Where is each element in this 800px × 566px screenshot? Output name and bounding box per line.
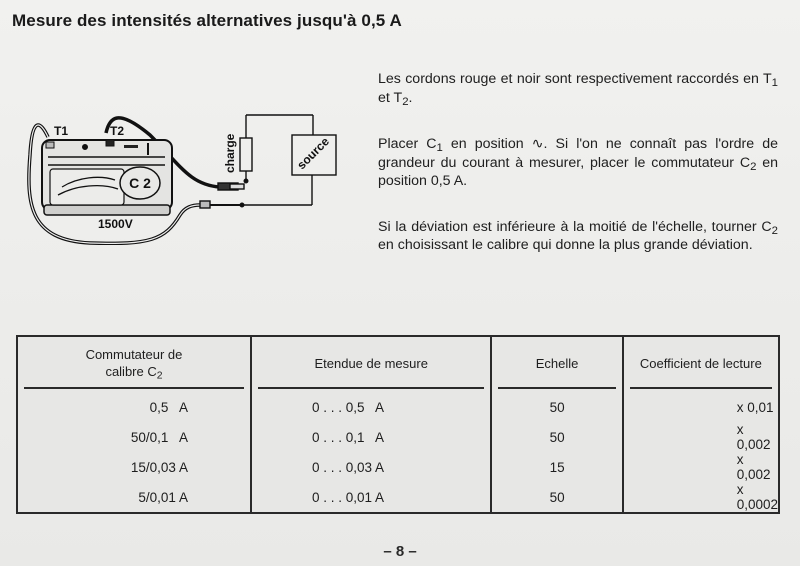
ac-symbol-icon: ∿: [531, 136, 544, 152]
cell-switch: 50/0,1 A: [18, 422, 252, 452]
terminal-t1-label: T1: [54, 124, 69, 138]
cell-range: 0 . . . 0,03 A: [252, 452, 493, 482]
measurement-ranges-table: [16, 335, 780, 514]
cell-scale: 50: [492, 389, 623, 422]
table-row: [18, 422, 778, 452]
cell-scale: 15: [492, 452, 623, 482]
page-number: – 8 –: [383, 543, 417, 560]
load-label: charge: [223, 133, 237, 173]
voltage-rating-label: 1500V: [98, 217, 133, 231]
terminal-t2-label: T2: [110, 124, 125, 138]
cell-range: 0 . . . 0,5 A: [252, 389, 493, 422]
cell-switch: 0,5 A: [18, 389, 252, 422]
instruction-leads: Les cordons rouge et noir sont respectivement raccordés en $T_1$ et $T_2$.: [378, 71, 778, 108]
header-scale: Echelle: [492, 337, 623, 389]
table-row: [18, 389, 778, 422]
cell-scale: 50: [492, 482, 623, 512]
cell-coefficient: x 0,002: [736, 452, 771, 482]
cell-coefficient: x 0,0002: [736, 482, 779, 512]
source-label: source: [294, 134, 332, 173]
cell-scale: 50: [492, 422, 623, 452]
cell-range: 0 . . . 0,01 A: [252, 482, 493, 512]
header-range: Etendue de mesure: [252, 337, 493, 389]
cell-range: 0 . . . 0,1 A: [252, 422, 493, 452]
switch-c2-label: C 2: [129, 175, 151, 191]
instruction-switch-position: Placer $C_1$ en position ∿. Si l'on ne connaît pas l'ordre de grandeur du courant à mesurer, placer le commutateur $C_2$ en position 0,5 A.: [378, 136, 778, 189]
page-title: Mesure des intensités alternatives jusqu'à 0,5 A: [12, 11, 402, 30]
header-switch: Commutateur de calibre $C_2$: [18, 337, 252, 389]
wiring-diagram: [10, 95, 350, 245]
cell-coefficient: x 0,01: [736, 400, 774, 415]
header-coefficient: Coefficient de lecture: [624, 337, 778, 389]
table-row: [18, 482, 778, 512]
table-header-row: [18, 337, 778, 389]
instructions: [378, 70, 778, 255]
cell-switch: 5/0,01 A: [18, 482, 252, 512]
cell-switch: 15/0,03 A: [18, 452, 252, 482]
cell-coefficient: x 0,002: [736, 422, 771, 452]
table-row: [18, 452, 778, 482]
instruction-deviation: Si la déviation est inférieure à la moitié de l'échelle, tourner $C_2$ en choisissant le calibre qui donne la plus grande déviation.: [378, 218, 778, 253]
